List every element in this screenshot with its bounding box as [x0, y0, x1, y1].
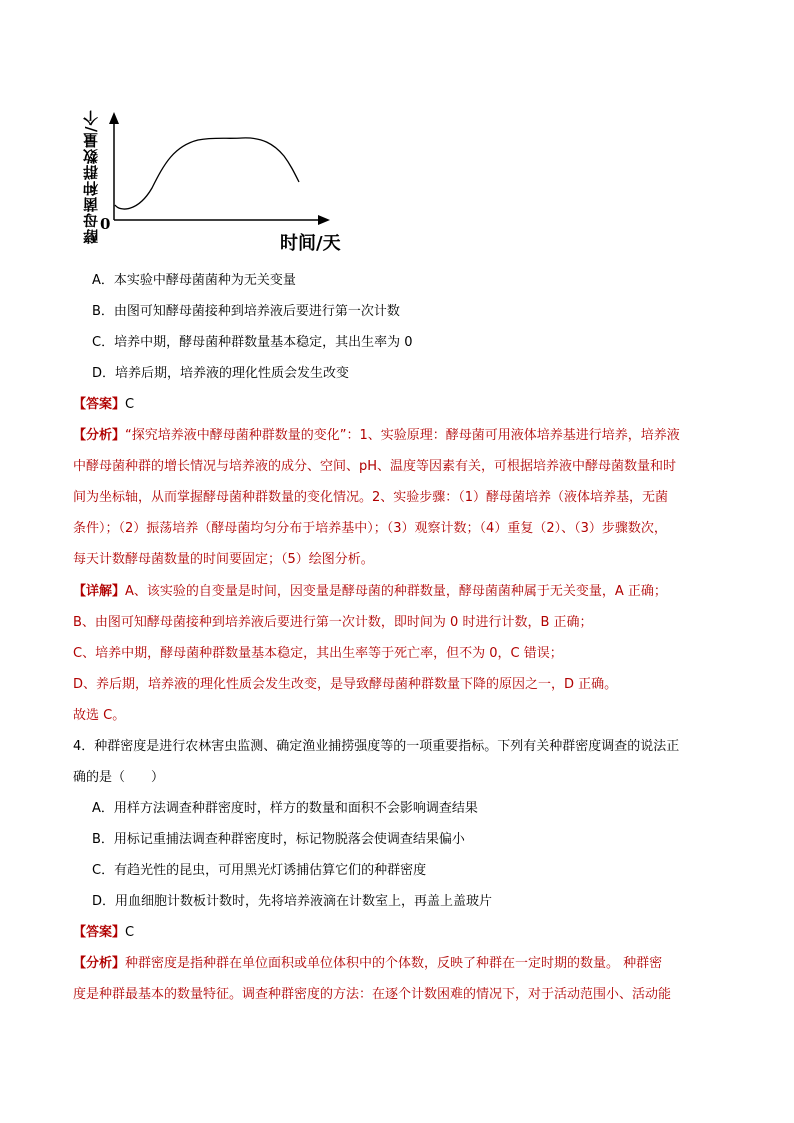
y-axis-arrow — [109, 112, 119, 124]
q4-stem-line: 确的是（ ） — [73, 770, 165, 785]
q3-detail-line: 故选 C。 — [73, 708, 126, 723]
answer-value: C — [125, 397, 135, 412]
answer-tag: 【答案】 — [73, 925, 126, 940]
analysis-text: 种群密度是指种群在单位面积或单位体积中的个体数，反映了种群在一定时期的数量。 种群密 — [125, 956, 663, 971]
q4-answer — [73, 923, 134, 943]
q3-answer — [73, 395, 134, 415]
detail-tag: 【详解】 — [73, 584, 126, 599]
answer-tag: 【答案】 — [73, 397, 126, 412]
q4-analysis-line — [73, 954, 662, 974]
q4-option-d: D．用血细胞计数板计数时，先将培养液滴在计数室上，再盖上盖玻片 — [92, 894, 493, 909]
q4-option-a: A．用样方法调查种群密度时，样方的数量和面积不会影响调查结果 — [92, 801, 478, 816]
y-axis-label: 酵母菌种群数量/个 — [82, 109, 100, 244]
analysis-tag: 【分析】 — [73, 428, 126, 443]
q4-stem-line: 4．种群密度是进行农林害虫监测、确定渔业捕捞强度等的一项重要指标。下列有关种群密度调查的说法正 — [73, 739, 680, 754]
detail-text: A、该实验的自变量是时间，因变量是酵母菌的种群数量，酵母菌菌种属于无关变量，A 正确； — [125, 584, 667, 599]
q3-option-d: D．培养后期，培养液的理化性质会发生改变 — [92, 366, 350, 381]
analysis-tag: 【分析】 — [73, 956, 126, 971]
q3-analysis-line: 间为坐标轴，从而掌握酵母菌种群数量的变化情况。2、实验步骤：（1）酵母菌培养（液体培养基，无菌 — [73, 490, 669, 505]
q3-detail-line — [73, 582, 667, 602]
x-axis-arrow — [318, 215, 330, 225]
analysis-text: “探究培养液中酵母菌种群数量的变化”：1、实验原理：酵母菌可用液体培养基进行培养，培养液 — [125, 428, 680, 443]
q3-option-b: B．由图可知酵母菌接种到培养液后要进行第一次计数 — [92, 304, 400, 319]
q3-detail-line: B、由图可知酵母菌接种到培养液后要进行第一次计数，即时间为 0 时进行计数，B 正确； — [73, 615, 593, 630]
q3-option-a: A．本实验中酵母菌菌种为无关变量 — [92, 273, 296, 288]
q3-analysis-line: 中酵母菌种群的增长情况与培养液的成分、空间、pH、温度等因素有关，可根据培养液中酵母菌数量和时 — [73, 459, 677, 474]
q3-detail-line: C、培养中期，酵母菌种群数量基本稳定，其出生率等于死亡率，但不为 0，C 错误； — [73, 646, 563, 661]
q3-detail-line: D、养后期，培养液的理化性质会发生改变，是导致酵母菌种群数量下降的原因之一，D 正确。 — [73, 677, 618, 692]
q4-analysis-line: 度是种群最基本的数量特征。调查种群密度的方法：在逐个计数困难的情况下，对于活动范围小、活动能 — [73, 987, 672, 1002]
q4-option-b: B．用标记重捕法调查种群密度时，标记物脱落会使调查结果偏小 — [92, 832, 465, 847]
growth-curve — [115, 138, 299, 209]
q3-option-c: C．培养中期，酵母菌种群数量基本稳定，其出生率为 0 — [92, 335, 413, 350]
answer-value: C — [125, 925, 135, 940]
q3-analysis-line — [73, 426, 680, 446]
q3-analysis-line: 每天计数酵母菌数量的时间要固定；（5）绘图分析。 — [73, 552, 374, 567]
q3-analysis-line: 条件）；（2）振荡培养（酵母菌均匀分布于培养基中）；（3）观察计数；（4）重复（2）、（3）步骤数次， — [73, 521, 667, 536]
q4-option-c: C．有趋光性的昆虫，可用黑光灯诱捕估算它们的种群密度 — [92, 863, 427, 878]
x-axis-label: 时间/天 — [280, 233, 341, 254]
origin-label: 0 — [100, 215, 111, 233]
